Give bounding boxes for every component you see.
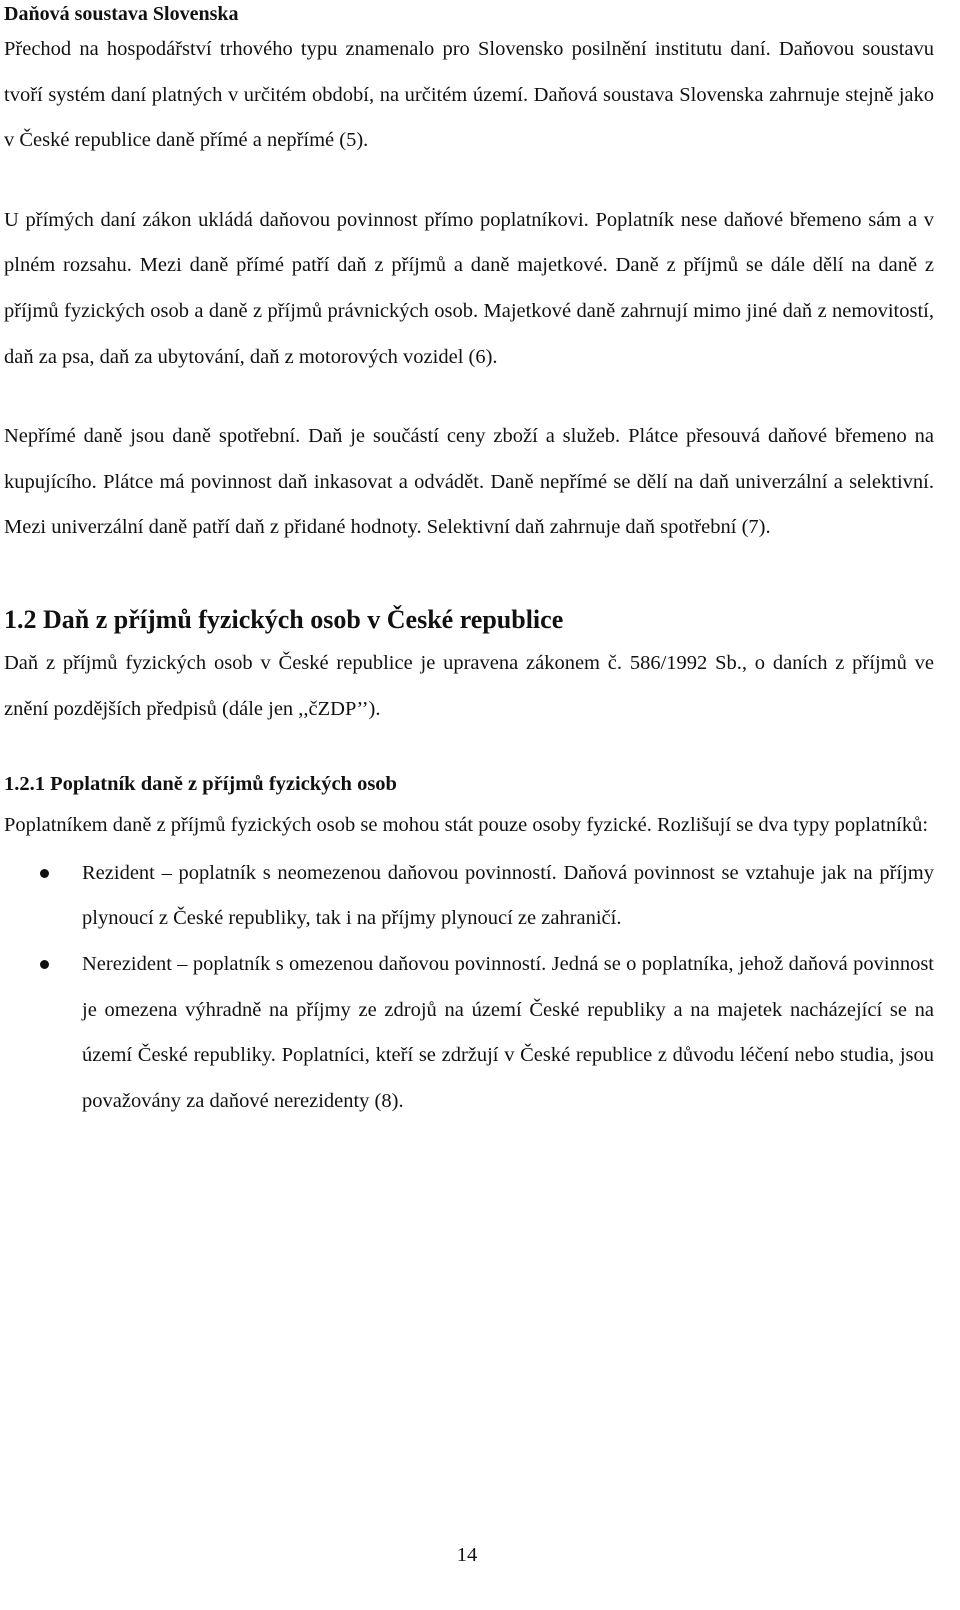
paragraph-income-tax-law: Daň z příjmů fyzických osob v České republice je upravena zákonem č. 586/1992 Sb., o daních z příjmů ve znění pozdějších předpisů (dále jen ,,čZDP’’). <box>4 651 934 720</box>
document-page <box>4 0 934 1124</box>
heading-1-2: 1.2 Daň z příjmů fyzických osob v České republice <box>4 604 564 634</box>
taxpayer-types-list <box>4 851 934 1125</box>
bullet-dot-icon <box>40 960 49 969</box>
list-item-text: Rezident – poplatník s neomezenou daňovou povinností. Daňová povinnost se vztahuje jak na příjmy plynoucí z České republiky, tak i na příjmy plynoucí ze zahraničí. <box>82 861 934 930</box>
paragraph-direct-taxes: U přímých daní zákon ukládá daňovou povinnost přímo poplatníkovi. Poplatník nese daňové břemeno sám a v plném rozsahu. Mezi daně přímé patří daň z příjmů a daně majetkové. Daně z příjmů se dále dělí na daně z příjmů fyzických osob a daně z příjmů právnických osob. Majetkové daně zahrnují mimo jiné daň z nemovitostí, daň za psa, daň za ubytování, daň z motorových vozidel (6). <box>4 208 934 368</box>
list-item-text: Nerezident – poplatník s omezenou daňovou povinností. Jedná se o poplatníka, jehož daňová povinnost je omezena výhradně na příjmy ze zdrojů na území České republiky a na majetek nacházející se na území České republiky. Poplatníci, kteří se zdržují v České republice z důvodu léčení nebo studia, jsou považovány za daňové nerezidenty (8). <box>82 952 934 1112</box>
paragraph-indirect-taxes: Nepřímé daně jsou daně spotřební. Daň je součástí ceny zboží a služeb. Plátce přesouvá daňové břemeno na kupujícího. Plátce má povinnost daň inkasovat a odvádět. Daně nepřímé se dělí na daň univerzální a selektivní. Mezi univerzální daně patří daň z přidané hodnoty. Selektivní daň zahrnuje daň spotřební (7). <box>4 425 934 539</box>
list-item-nonresident <box>4 942 934 1124</box>
section-title-slovakia: Daňová soustava Slovenska <box>4 3 239 25</box>
paragraph-taxpayer: Poplatníkem daně z příjmů fyzických osob se mohou stát pouze osoby fyzické. Rozlišují se dva typy poplatníků: <box>4 814 929 837</box>
list-item-resident <box>4 851 934 942</box>
page-number: 14 <box>456 1544 478 1566</box>
paragraph-transition: Přechod na hospodářství trhového typu znamenalo pro Slovensko posilnění institutu daní. Daňovou soustavu tvoří systém daní platných v určitém období, na určitém území. Daňová soustava Slovenska zahrnuje stejně jako v České republice daně přímé a nepřímé (5). <box>4 38 934 152</box>
bullet-dot-icon <box>40 869 49 878</box>
heading-1-2-1: 1.2.1 Poplatník daně z příjmů fyzických osob <box>4 773 397 796</box>
